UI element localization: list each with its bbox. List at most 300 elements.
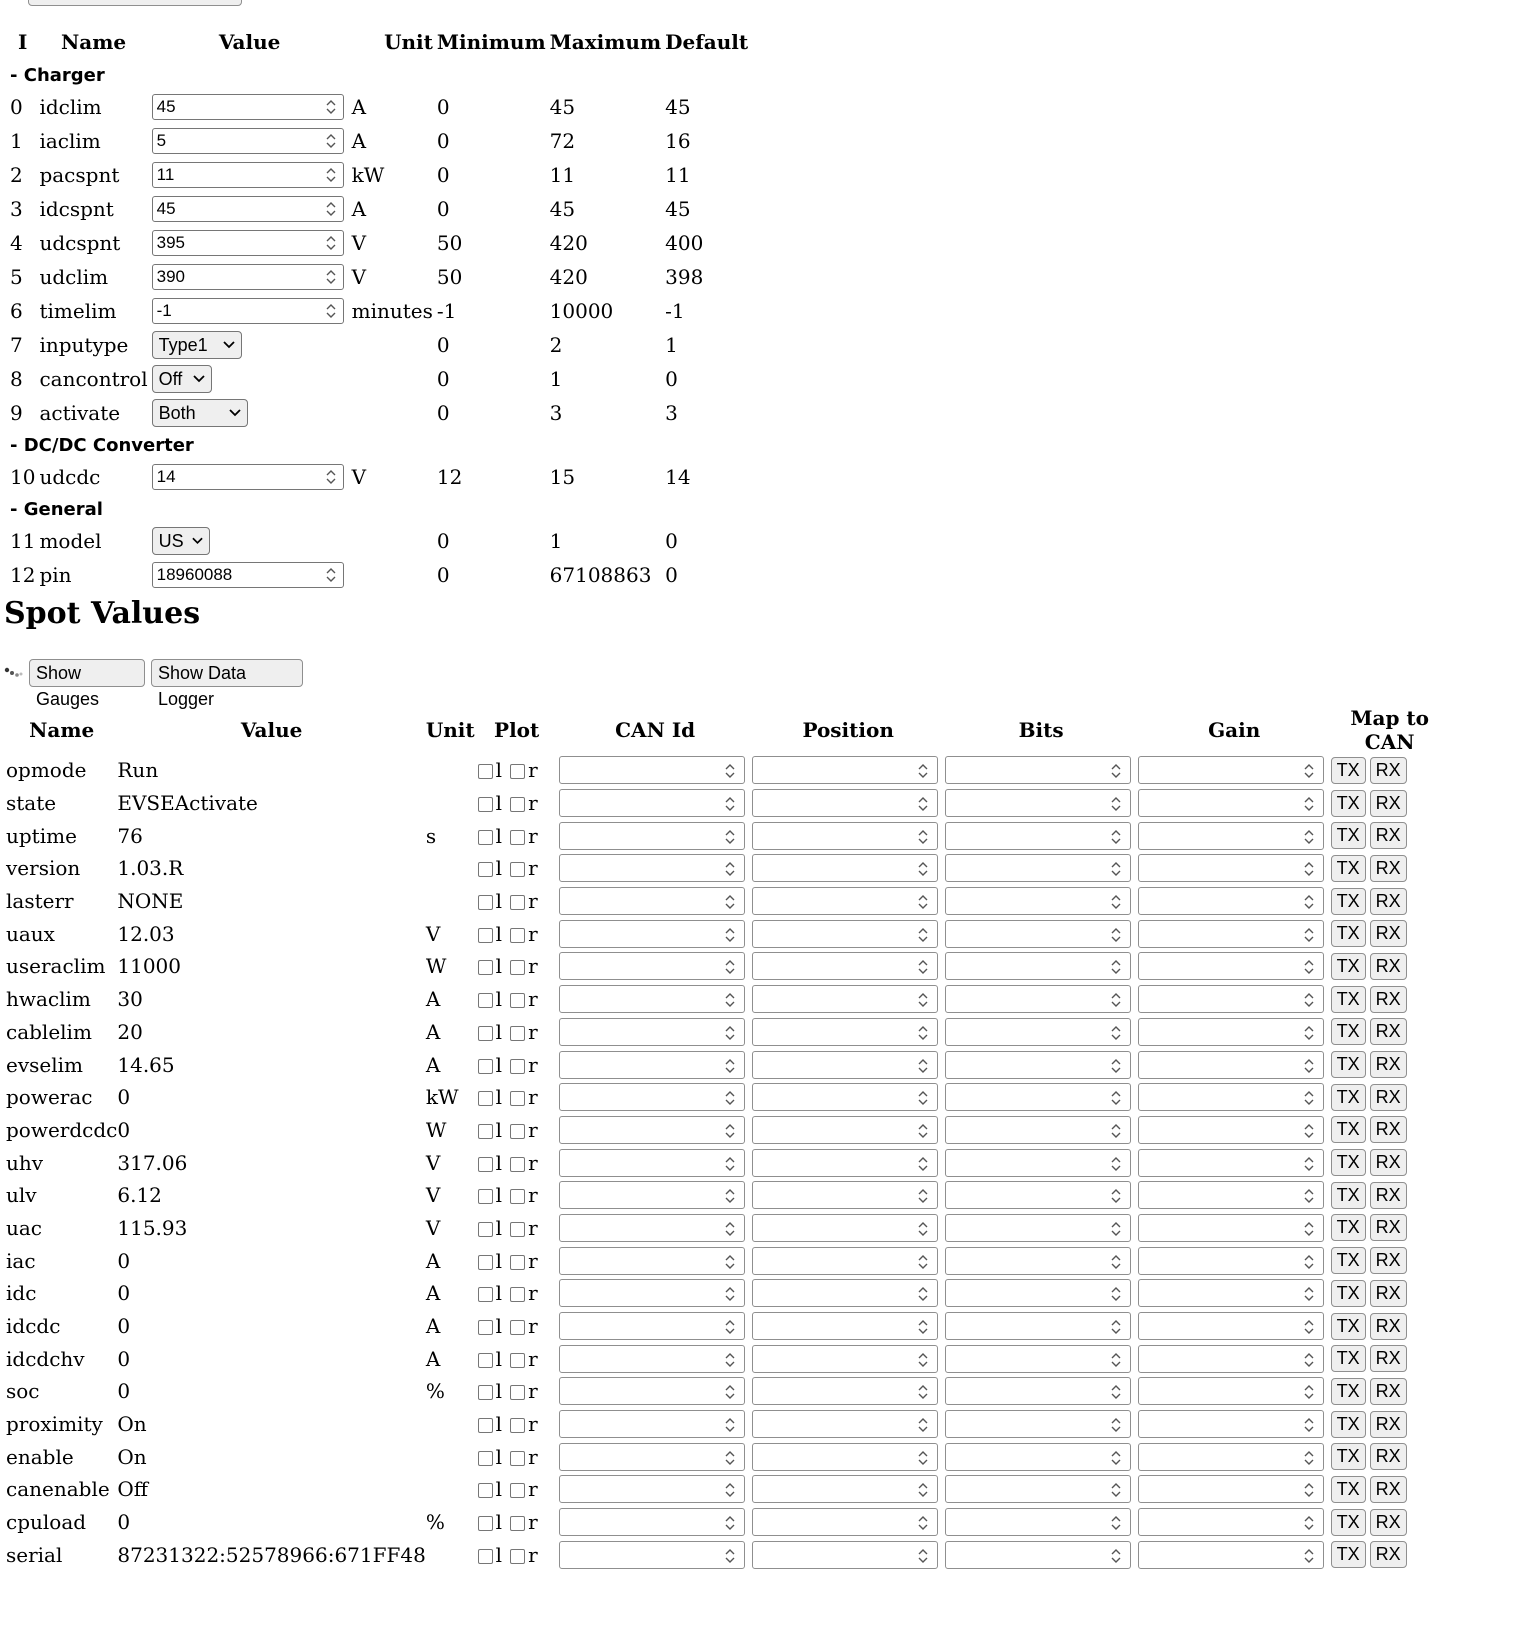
position-input[interactable] — [752, 985, 938, 1013]
position-input[interactable] — [752, 1181, 938, 1209]
spot-value: 20 — [117, 1019, 143, 1044]
parameter-number-input[interactable] — [152, 264, 344, 290]
position-input[interactable] — [752, 1279, 938, 1307]
canid-input[interactable] — [559, 1443, 745, 1471]
bits-input[interactable] — [945, 1116, 1131, 1144]
spot-unit — [426, 1473, 475, 1506]
plot-right-checkbox[interactable] — [510, 1059, 525, 1074]
plot-cell — [475, 950, 559, 983]
position-input[interactable] — [752, 1214, 938, 1242]
canid-input[interactable] — [559, 1247, 745, 1275]
gain-input[interactable] — [1138, 1312, 1324, 1340]
rx-button[interactable]: RX — [1370, 1214, 1407, 1241]
plot-left-label: l — [495, 1542, 503, 1567]
parameter-maximum: 67108863 — [549, 563, 652, 587]
map-to-can-cell — [1331, 1016, 1449, 1049]
spinner-arrows-icon — [1110, 1252, 1122, 1272]
position-input[interactable] — [752, 1149, 938, 1177]
gain-cell — [1138, 950, 1331, 983]
rx-button[interactable]: RX — [1370, 953, 1407, 980]
bits-cell — [945, 1081, 1138, 1114]
parameter-group-label[interactable]: - General — [10, 498, 103, 520]
tx-button[interactable]: TX — [1331, 1345, 1366, 1372]
spot-value-row — [6, 1375, 1449, 1408]
spinner-arrows-icon — [1303, 1480, 1315, 1500]
rx-button[interactable]: RX — [1370, 1247, 1407, 1274]
gain-input[interactable] — [1138, 1377, 1324, 1405]
plot-left-checkbox[interactable] — [478, 1287, 493, 1302]
position-input[interactable] — [752, 1018, 938, 1046]
spinner-arrows-icon — [1303, 1513, 1315, 1533]
spot-name: uptime — [6, 823, 77, 848]
plot-left-checkbox[interactable] — [478, 1483, 493, 1498]
rx-button[interactable]: RX — [1370, 855, 1407, 882]
canid-input[interactable] — [559, 1149, 745, 1177]
bits-input[interactable] — [945, 1149, 1131, 1177]
plot-left-checkbox[interactable] — [478, 1124, 493, 1139]
plot-right-checkbox[interactable] — [510, 895, 525, 910]
plot-left-checkbox[interactable] — [478, 862, 493, 877]
plot-left-checkbox[interactable] — [478, 1091, 493, 1106]
gain-input[interactable] — [1138, 920, 1324, 948]
gain-cell — [1138, 1473, 1331, 1506]
tx-button[interactable]: TX — [1331, 1541, 1366, 1568]
parameter-index: 8 — [10, 367, 23, 391]
position-cell — [752, 754, 945, 787]
parameter-value-cell — [150, 90, 350, 124]
gain-input[interactable] — [1138, 1149, 1324, 1177]
map-to-can-cell — [1331, 1539, 1449, 1572]
canid-input[interactable] — [559, 985, 745, 1013]
plot-left-checkbox[interactable] — [478, 1222, 493, 1237]
spinner-arrows-icon — [724, 892, 736, 912]
tx-button[interactable]: TX — [1331, 1116, 1366, 1143]
parameter-number-input[interactable] — [152, 196, 344, 222]
plot-right-checkbox[interactable] — [510, 1124, 525, 1139]
bits-input[interactable] — [945, 756, 1131, 784]
canid-input[interactable] — [559, 1345, 745, 1373]
spot-name: version — [6, 856, 81, 881]
plot-right-checkbox[interactable] — [510, 928, 525, 943]
parameter-select[interactable] — [152, 527, 210, 555]
plot-left-checkbox[interactable] — [478, 895, 493, 910]
spot-unit: W — [425, 954, 447, 979]
spinner-arrows-icon — [917, 1480, 929, 1500]
rx-button[interactable]: RX — [1370, 1116, 1407, 1143]
tx-button[interactable]: TX — [1331, 790, 1366, 817]
gain-input[interactable] — [1138, 1214, 1324, 1242]
bits-input[interactable] — [945, 1475, 1131, 1503]
canid-input[interactable] — [559, 1475, 745, 1503]
bits-input[interactable] — [945, 1051, 1131, 1079]
spot-value-row — [6, 819, 1449, 852]
position-input[interactable] — [752, 1377, 938, 1405]
parameter-name: timelim — [39, 299, 117, 323]
canid-input[interactable] — [559, 854, 745, 882]
map-to-can-cell — [1331, 787, 1449, 820]
spot-name: uac — [6, 1215, 43, 1240]
plot-right-checkbox[interactable] — [510, 1516, 525, 1531]
position-input[interactable] — [752, 854, 938, 882]
canid-input[interactable] — [559, 1083, 745, 1111]
spot-value-row — [6, 1146, 1449, 1179]
plot-right-label: r — [528, 1248, 538, 1273]
spinner-arrows-icon — [724, 1284, 736, 1304]
position-cell — [752, 1212, 945, 1245]
plot-right-checkbox[interactable] — [510, 1451, 525, 1466]
canid-input[interactable] — [559, 1279, 745, 1307]
spot-col-bits-header: Bits — [1018, 718, 1064, 742]
plot-left-checkbox[interactable] — [478, 1516, 493, 1531]
gain-cell — [1138, 1342, 1331, 1375]
plot-left-checkbox[interactable] — [478, 928, 493, 943]
canid-input[interactable] — [559, 1214, 745, 1242]
map-to-can-cell — [1331, 1506, 1449, 1539]
spot-values-body — [6, 754, 1449, 1571]
plot-left-checkbox[interactable] — [478, 1451, 493, 1466]
tx-button[interactable]: TX — [1331, 1247, 1366, 1274]
rx-button[interactable]: RX — [1370, 1084, 1407, 1111]
position-input[interactable] — [752, 1443, 938, 1471]
map-to-can-cell — [1331, 1146, 1449, 1179]
gain-input[interactable] — [1138, 1508, 1324, 1536]
plot-right-checkbox[interactable] — [510, 1091, 525, 1106]
plot-right-checkbox[interactable] — [510, 1222, 525, 1237]
map-to-can-cell — [1331, 1342, 1449, 1375]
spot-unit: % — [425, 1510, 445, 1535]
rx-button[interactable]: RX — [1370, 1182, 1407, 1209]
parameter-select[interactable] — [152, 331, 242, 359]
spot-name: soc — [6, 1379, 40, 1404]
position-input[interactable] — [752, 1247, 938, 1275]
gain-input[interactable] — [1138, 1475, 1324, 1503]
bits-input[interactable] — [945, 1247, 1131, 1275]
rx-button[interactable]: RX — [1370, 1541, 1407, 1568]
spinner-arrows-icon — [1303, 1448, 1315, 1468]
canid-input[interactable] — [559, 920, 745, 948]
plot-left-checkbox[interactable] — [478, 1418, 493, 1433]
bits-input[interactable] — [945, 1508, 1131, 1536]
gain-input[interactable] — [1138, 1051, 1324, 1079]
map-to-can-cell — [1331, 1114, 1449, 1147]
parameter-default: 1 — [665, 333, 678, 357]
canid-input[interactable] — [559, 887, 745, 915]
plot-right-checkbox[interactable] — [510, 1483, 525, 1498]
plot-right-checkbox[interactable] — [510, 1189, 525, 1204]
spinner-arrows-icon — [325, 233, 337, 253]
position-input[interactable] — [752, 822, 938, 850]
gain-input[interactable] — [1138, 756, 1324, 784]
spinner-arrows-icon — [1303, 1382, 1315, 1402]
gain-input[interactable] — [1138, 985, 1324, 1013]
gain-input[interactable] — [1138, 1279, 1324, 1307]
spot-name: useraclim — [6, 954, 106, 979]
spot-col-value-header: Value — [240, 718, 303, 742]
canid-input[interactable] — [559, 1508, 745, 1536]
plot-left-checkbox[interactable] — [478, 1320, 493, 1335]
tx-button[interactable]: TX — [1331, 822, 1366, 849]
rx-button[interactable]: RX — [1370, 1345, 1407, 1372]
parameter-number-input[interactable] — [152, 162, 344, 188]
rx-button[interactable]: RX — [1370, 888, 1407, 915]
spinner-arrows-icon — [724, 1448, 736, 1468]
bits-input[interactable] — [945, 789, 1131, 817]
plot-cell — [475, 885, 559, 918]
parameter-number-input[interactable] — [152, 128, 344, 154]
plot-left-checkbox[interactable] — [478, 993, 493, 1008]
tx-button[interactable]: TX — [1331, 1411, 1366, 1438]
gain-input[interactable] — [1138, 1083, 1324, 1111]
parameter-default: 3 — [665, 401, 678, 425]
plot-cell — [475, 787, 559, 820]
gain-input[interactable] — [1138, 887, 1324, 915]
bits-input[interactable] — [945, 1410, 1131, 1438]
bits-input[interactable] — [945, 920, 1131, 948]
parameter-maximum: 45 — [549, 95, 576, 119]
tx-button[interactable]: TX — [1331, 920, 1366, 947]
tx-button[interactable]: TX — [1331, 1214, 1366, 1241]
plot-right-checkbox[interactable] — [510, 797, 525, 812]
parameter-select[interactable] — [152, 399, 248, 427]
position-input[interactable] — [752, 1345, 938, 1373]
plot-right-checkbox[interactable] — [510, 1287, 525, 1302]
canid-input[interactable] — [559, 1312, 745, 1340]
rx-button[interactable]: RX — [1370, 1509, 1407, 1536]
plot-left-checkbox[interactable] — [478, 1026, 493, 1041]
gain-input[interactable] — [1138, 952, 1324, 980]
gain-input[interactable] — [1138, 822, 1324, 850]
parameter-group-label[interactable]: - Charger — [10, 64, 105, 86]
rx-button[interactable]: RX — [1370, 1051, 1407, 1078]
gain-input[interactable] — [1138, 1410, 1324, 1438]
spot-value: 0 — [117, 1379, 131, 1404]
rx-button[interactable]: RX — [1370, 920, 1407, 947]
canid-input[interactable] — [559, 1410, 745, 1438]
tx-button[interactable]: TX — [1331, 953, 1366, 980]
tx-button[interactable]: TX — [1331, 888, 1366, 915]
parameter-number-input[interactable] — [152, 562, 344, 588]
bits-input[interactable] — [945, 1541, 1131, 1569]
plot-left-checkbox[interactable] — [478, 1157, 493, 1172]
gain-input[interactable] — [1138, 1116, 1324, 1144]
plot-right-checkbox[interactable] — [510, 993, 525, 1008]
plot-left-checkbox[interactable] — [478, 797, 493, 812]
plot-left-checkbox[interactable] — [478, 1353, 493, 1368]
plot-right-checkbox[interactable] — [510, 1157, 525, 1172]
spot-value-row — [6, 983, 1449, 1016]
plot-cell — [475, 1506, 559, 1539]
canid-input[interactable] — [559, 756, 745, 784]
position-input[interactable] — [752, 756, 938, 784]
tx-button[interactable]: TX — [1331, 1084, 1366, 1111]
position-input[interactable] — [752, 1410, 938, 1438]
parameter-minimum: -1 — [436, 299, 457, 323]
canid-input[interactable] — [559, 1051, 745, 1079]
parameter-maximum: 11 — [549, 163, 576, 187]
position-input[interactable] — [752, 1116, 938, 1144]
parameter-row — [8, 294, 750, 328]
canid-input[interactable] — [559, 789, 745, 817]
tx-button[interactable]: TX — [1331, 1476, 1366, 1503]
bits-cell — [945, 1016, 1138, 1049]
gain-input[interactable] — [1138, 789, 1324, 817]
map-to-can-cell — [1331, 1408, 1449, 1441]
plot-left-checkbox[interactable] — [478, 1549, 493, 1564]
plot-left-checkbox[interactable] — [478, 960, 493, 975]
gain-cell — [1138, 1081, 1331, 1114]
position-cell — [752, 917, 945, 950]
position-input[interactable] — [752, 887, 938, 915]
plot-right-label: r — [528, 1019, 538, 1044]
gain-cell — [1138, 1310, 1331, 1343]
show-gauges-button[interactable]: Show Gauges — [29, 659, 145, 687]
plot-left-checkbox[interactable] — [478, 1255, 493, 1270]
parameter-number-input[interactable] — [152, 94, 344, 120]
plot-right-checkbox[interactable] — [510, 764, 525, 779]
rx-button[interactable]: RX — [1370, 1018, 1407, 1045]
canid-input[interactable] — [559, 1018, 745, 1046]
gain-input[interactable] — [1138, 854, 1324, 882]
gain-input[interactable] — [1138, 1541, 1324, 1569]
tx-button[interactable]: TX — [1331, 855, 1366, 882]
canid-input[interactable] — [559, 1541, 745, 1569]
bits-input[interactable] — [945, 1377, 1131, 1405]
parameter-default: 11 — [665, 163, 691, 187]
gain-cell — [1138, 1146, 1331, 1179]
parameter-maximum: 1 — [549, 529, 563, 553]
rx-button[interactable]: RX — [1370, 822, 1407, 849]
plot-right-checkbox[interactable] — [510, 1255, 525, 1270]
bits-input[interactable] — [945, 1312, 1131, 1340]
plot-right-checkbox[interactable] — [510, 1549, 525, 1564]
tx-button[interactable]: TX — [1331, 1509, 1366, 1536]
parameter-default: 45 — [665, 95, 691, 119]
rx-button[interactable]: RX — [1370, 1378, 1407, 1405]
rx-button[interactable]: RX — [1370, 757, 1407, 784]
parameter-number-input[interactable] — [152, 298, 344, 324]
parameter-number-input[interactable] — [152, 464, 344, 490]
canid-input[interactable] — [559, 1181, 745, 1209]
position-input[interactable] — [752, 1475, 938, 1503]
bits-input[interactable] — [945, 1018, 1131, 1046]
plot-right-checkbox[interactable] — [510, 1026, 525, 1041]
gain-cell — [1138, 1016, 1331, 1049]
position-input[interactable] — [752, 1541, 938, 1569]
tx-button[interactable]: TX — [1331, 1149, 1366, 1176]
gain-input[interactable] — [1138, 1181, 1324, 1209]
plot-right-checkbox[interactable] — [510, 1418, 525, 1433]
plot-right-checkbox[interactable] — [510, 1385, 525, 1400]
bits-input[interactable] — [945, 887, 1131, 915]
rx-button[interactable]: RX — [1370, 986, 1407, 1013]
plot-left-checkbox[interactable] — [478, 764, 493, 779]
rx-button[interactable]: RX — [1370, 1149, 1407, 1176]
tx-button[interactable]: TX — [1331, 1378, 1366, 1405]
bits-input[interactable] — [945, 1443, 1131, 1471]
tx-button[interactable]: TX — [1331, 1051, 1366, 1078]
plot-left-checkbox[interactable] — [478, 1385, 493, 1400]
rx-button[interactable]: RX — [1370, 1313, 1407, 1340]
canid-input[interactable] — [559, 952, 745, 980]
rx-button[interactable]: RX — [1370, 790, 1407, 817]
canid-input[interactable] — [559, 822, 745, 850]
tx-button[interactable]: TX — [1331, 1443, 1366, 1470]
bits-input[interactable] — [945, 1345, 1131, 1373]
top-cut-off-button[interactable] — [28, 0, 242, 6]
position-input[interactable] — [752, 920, 938, 948]
plot-left-label: l — [495, 1117, 503, 1142]
position-input[interactable] — [752, 789, 938, 817]
tx-button[interactable]: TX — [1331, 1313, 1366, 1340]
position-input[interactable] — [752, 1312, 938, 1340]
tx-button[interactable]: TX — [1331, 1182, 1366, 1209]
bits-input[interactable] — [945, 822, 1131, 850]
bits-cell — [945, 1375, 1138, 1408]
spot-value-row — [6, 1081, 1449, 1114]
rx-button[interactable]: RX — [1370, 1443, 1407, 1470]
plot-left-checkbox[interactable] — [478, 1189, 493, 1204]
position-input[interactable] — [752, 1508, 938, 1536]
tx-button[interactable]: TX — [1331, 757, 1366, 784]
map-to-can-cell — [1331, 1244, 1449, 1277]
tx-button[interactable]: TX — [1331, 1018, 1366, 1045]
plot-right-checkbox[interactable] — [510, 1320, 525, 1335]
canid-input[interactable] — [559, 1116, 745, 1144]
show-data-logger-button[interactable]: Show Data Logger — [151, 659, 303, 687]
spinner-arrows-icon — [917, 925, 929, 945]
position-input[interactable] — [752, 952, 938, 980]
plot-right-checkbox[interactable] — [510, 830, 525, 845]
plot-right-label: r — [528, 921, 538, 946]
position-cell — [752, 983, 945, 1016]
bits-cell — [945, 1244, 1138, 1277]
rx-button[interactable]: RX — [1370, 1411, 1407, 1438]
gain-input[interactable] — [1138, 1018, 1324, 1046]
tx-button[interactable]: TX — [1331, 1280, 1366, 1307]
plot-left-checkbox[interactable] — [478, 1059, 493, 1074]
gain-input[interactable] — [1138, 1443, 1324, 1471]
parameter-default: 398 — [665, 265, 704, 289]
tx-button[interactable]: TX — [1331, 986, 1366, 1013]
parameter-select[interactable] — [152, 365, 212, 393]
bits-input[interactable] — [945, 952, 1131, 980]
position-input[interactable] — [752, 1051, 938, 1079]
bits-input[interactable] — [945, 1279, 1131, 1307]
plot-left-checkbox[interactable] — [478, 830, 493, 845]
gain-input[interactable] — [1138, 1345, 1324, 1373]
parameter-default: 0 — [665, 367, 678, 391]
bits-input[interactable] — [945, 985, 1131, 1013]
bits-input[interactable] — [945, 1214, 1131, 1242]
bits-input[interactable] — [945, 1181, 1131, 1209]
plot-right-checkbox[interactable] — [510, 1353, 525, 1368]
bits-input[interactable] — [945, 1083, 1131, 1111]
spinner-arrows-icon — [1303, 1284, 1315, 1304]
parameter-row — [8, 226, 750, 260]
rx-button[interactable]: RX — [1370, 1476, 1407, 1503]
parameter-group-label[interactable]: - DC/DC Converter — [10, 434, 194, 456]
plot-left-label: l — [495, 1248, 503, 1273]
gain-input[interactable] — [1138, 1247, 1324, 1275]
plot-right-checkbox[interactable] — [510, 862, 525, 877]
bits-input[interactable] — [945, 854, 1131, 882]
col-name-header: Name — [60, 30, 127, 54]
parameter-number-input[interactable] — [152, 230, 344, 256]
rx-button[interactable]: RX — [1370, 1280, 1407, 1307]
position-input[interactable] — [752, 1083, 938, 1111]
plot-right-checkbox[interactable] — [510, 960, 525, 975]
canid-input[interactable] — [559, 1377, 745, 1405]
